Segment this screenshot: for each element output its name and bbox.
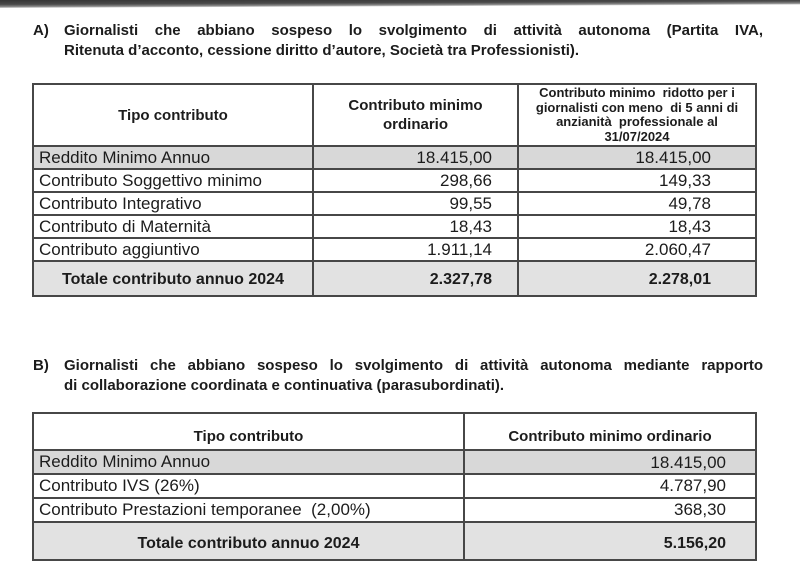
total-label-cell: Totale contributo annuo 2024	[33, 522, 464, 560]
section-b-heading-line2: di collaborazione coordinata e continuativa (parasubordinati).	[64, 376, 505, 394]
section-a-heading-line2: Ritenuta d’acconto, cessione diritto d’autore, Società tra Professionisti).	[64, 41, 580, 59]
total-label-cell: Totale contributo annuo 2024	[33, 261, 313, 296]
row-label-cell: Reddito Minimo Annuo	[33, 146, 313, 169]
row-value-ordinario: 18.415,00	[313, 146, 518, 169]
row-label-cell: Contributo IVS (26%)	[33, 474, 464, 498]
scan-top-edge-artifact	[0, 0, 800, 8]
section-b-marker: B)	[33, 357, 49, 374]
total-row	[33, 261, 756, 296]
row-value-ridotto: 149,33	[518, 169, 756, 192]
table-b-header-row	[33, 413, 756, 450]
row-value-ridotto: 49,78	[518, 192, 756, 215]
table-b-header-contributo-ordinario: Contributo minimo ordinario	[464, 413, 756, 450]
row-value-ridotto: 18,43	[518, 215, 756, 238]
row-value-ordinario: 1.911,14	[313, 238, 518, 261]
table-row	[33, 146, 756, 169]
table-a-header-contributo-ordinario: Contributo minimo ordinario	[313, 84, 518, 146]
table-a-header-tipo-contributo: Tipo contributo	[33, 84, 313, 146]
total-row	[33, 522, 756, 560]
row-value-ordinario: 18.415,00	[464, 450, 756, 474]
table-contributi-parasubordinati	[32, 412, 757, 561]
table-a-header-contributo-ridotto: Contributo minimo ridotto per i giornalisti con meno di 5 anni di anzianità professionale al 31/07/2024	[518, 84, 756, 146]
table-row	[33, 238, 756, 261]
section-a-heading	[33, 21, 763, 60]
total-value-ridotto: 2.278,01	[518, 261, 756, 296]
section-b-heading	[33, 356, 763, 395]
row-label-cell: Contributo Prestazioni temporanee (2,00%)	[33, 498, 464, 522]
section-a-heading-line1: Giornalisti che abbiano sospeso lo svolgimento di attività autonoma (Partita IVA,	[64, 22, 763, 39]
table-row	[33, 192, 756, 215]
section-a-marker: A)	[33, 22, 49, 39]
row-label-cell: Contributo Soggettivo minimo	[33, 169, 313, 192]
section-b-heading-line1: Giornalisti che abbiano sospeso lo svolgimento di attività autonoma mediante rapporto	[64, 357, 763, 374]
row-value-ordinario: 368,30	[464, 498, 756, 522]
row-label-cell: Contributo di Maternità	[33, 215, 313, 238]
row-label-cell: Contributo aggiuntivo	[33, 238, 313, 261]
table-a-header-row	[33, 84, 756, 146]
row-label-cell: Reddito Minimo Annuo	[33, 450, 464, 474]
table-row	[33, 450, 756, 474]
section-b-heading-text	[64, 356, 763, 395]
total-value-ordinario: 5.156,20	[464, 522, 756, 560]
table-row	[33, 215, 756, 238]
total-value-ordinario: 2.327,78	[313, 261, 518, 296]
row-value-ordinario: 18,43	[313, 215, 518, 238]
section-a-heading-text	[64, 21, 763, 60]
table-contributi-autonomi	[32, 83, 757, 297]
table-row	[33, 169, 756, 192]
row-value-ordinario: 99,55	[313, 192, 518, 215]
row-value-ridotto: 18.415,00	[518, 146, 756, 169]
table-b-header-tipo-contributo: Tipo contributo	[33, 413, 464, 450]
row-value-ridotto: 2.060,47	[518, 238, 756, 261]
row-value-ordinario: 4.787,90	[464, 474, 756, 498]
table-row	[33, 474, 756, 498]
row-label-cell: Contributo Integrativo	[33, 192, 313, 215]
table-row	[33, 498, 756, 522]
row-value-ordinario: 298,66	[313, 169, 518, 192]
